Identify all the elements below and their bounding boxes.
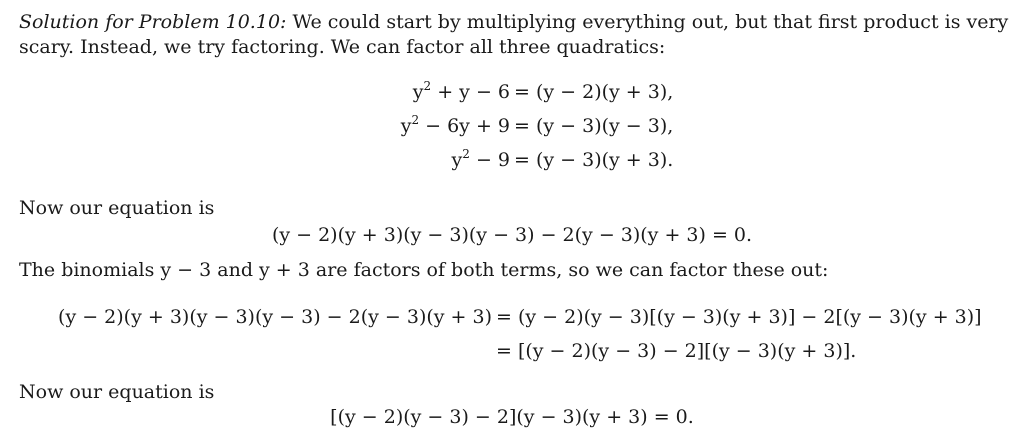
factorization-1-rhs: = (y − 2)(y + 3),	[514, 81, 674, 103]
now-equation-text-1: Now our equation is	[19, 197, 215, 219]
factor-out-rhs-1: = (y − 2)(y − 3)[(y − 3)(y + 3)] − 2[(y − 3)(y + 3)]	[496, 306, 982, 328]
equation-1: (y − 2)(y + 3)(y − 3)(y − 3) − 2(y − 3)(y + 3) = 0.	[271, 224, 753, 246]
factorization-3-lhs: $y^2 - 9$	[451, 147, 510, 171]
factorization-2-rhs: = (y − 3)(y − 3),	[514, 115, 674, 137]
factor-out-lhs: (y − 2)(y + 3)(y − 3)(y − 3) − 2(y − 3)(y + 3)	[58, 306, 492, 328]
binomials-text: The binomials y − 3 and y + 3 are factors of both terms, so we can factor these out:	[19, 259, 829, 281]
factorization-3-rhs: = (y − 3)(y + 3).	[514, 149, 674, 171]
intro-line-2: scary. Instead, we try factoring. We can factor all three quadratics:	[19, 36, 666, 58]
intro-text-1: We could start by multiplying everything out, but that first product is very	[286, 11, 1009, 33]
factor-out-rhs-2: = [(y − 2)(y − 3) − 2][(y − 3)(y + 3)].	[496, 340, 857, 362]
factorization-2-lhs: $y^2 - 6y + 9$	[400, 113, 510, 137]
solution-label: Solution for Problem 10.10:	[19, 11, 287, 33]
factorization-1-lhs: $y^2 + y - 6$	[412, 79, 510, 103]
now-equation-text-2: Now our equation is	[19, 381, 215, 403]
equation-2: [(y − 2)(y − 3) − 2](y − 3)(y + 3) = 0.	[330, 406, 694, 428]
intro-line-1	[19, 10, 1008, 34]
